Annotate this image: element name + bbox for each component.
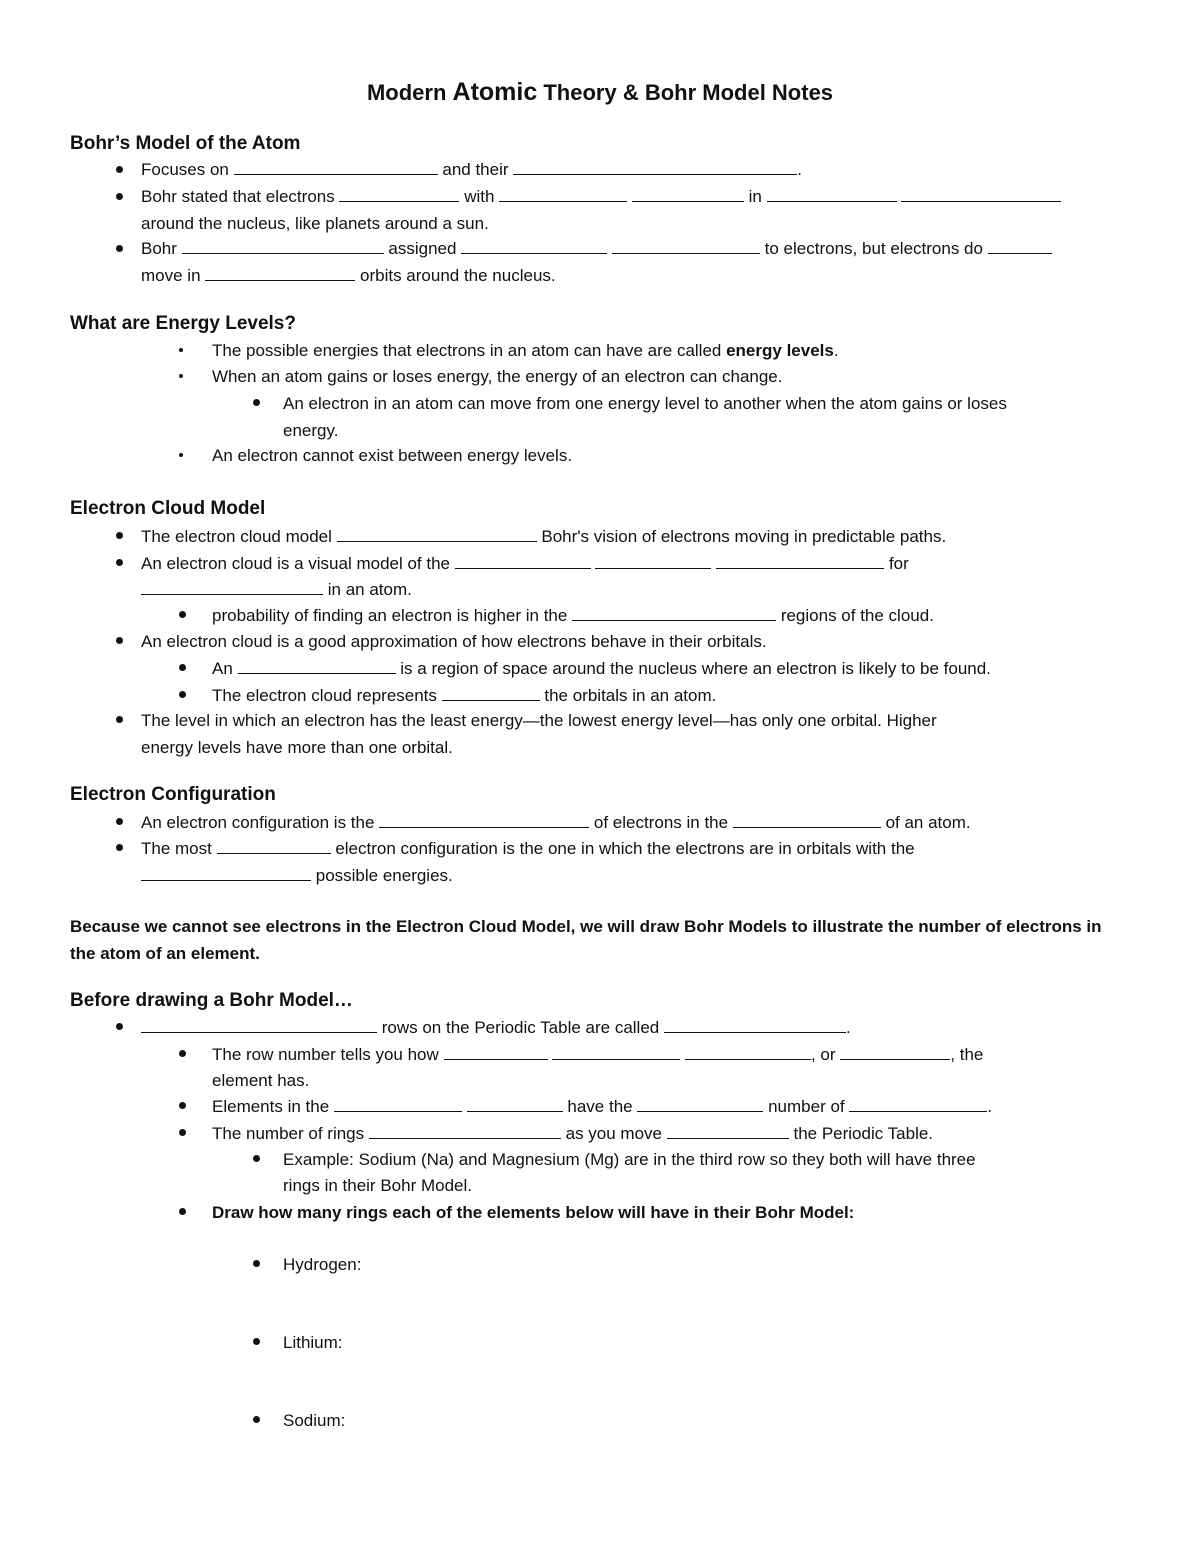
blank[interactable] xyxy=(217,837,331,854)
bullet xyxy=(179,453,183,457)
bohr-line-2-cont: around the nucleus, like planets around a sun. xyxy=(141,214,489,233)
text: The row number tells you how xyxy=(212,1045,439,1065)
energy-line-1 xyxy=(212,339,839,363)
blank[interactable] xyxy=(840,1043,950,1060)
text: the orbitals in an atom. xyxy=(544,686,717,706)
blank[interactable] xyxy=(334,1095,462,1112)
text: , or xyxy=(810,1045,836,1065)
config-line-2-cont xyxy=(141,864,453,888)
cloud-line-2-cont xyxy=(141,578,412,602)
element-sodium: Sodium: xyxy=(283,1411,346,1430)
bullet xyxy=(253,1155,260,1162)
before-line-2-cont: element has. xyxy=(212,1071,310,1090)
heading-before-drawing: Before drawing a Bohr Model… xyxy=(70,990,353,1011)
bohr-model-note: Because we cannot see electrons in the Electron Cloud Model, we will draw Bohr Models to illustrate the number of electrons in the atom of an element. xyxy=(70,917,1102,963)
text: electron configuration is the one in which the electrons are in orbitals with the xyxy=(335,839,915,859)
text: for xyxy=(888,554,909,574)
cloud-line-2 xyxy=(141,552,909,576)
text: The number of rings xyxy=(212,1124,365,1144)
config-line-2 xyxy=(141,837,915,861)
text: The possible energies that electrons in an atom can have are called xyxy=(212,341,727,360)
text: The electron cloud model xyxy=(141,527,332,547)
heading-bohr-model: Bohr’s Model of the Atom xyxy=(70,133,301,154)
cloud-line-3 xyxy=(212,604,934,628)
blank[interactable] xyxy=(849,1095,987,1112)
blank[interactable] xyxy=(238,657,396,674)
heading-electron-configuration: Electron Configuration xyxy=(70,784,276,805)
bullet xyxy=(253,399,260,406)
blank[interactable] xyxy=(499,185,627,202)
blank[interactable] xyxy=(685,1043,811,1060)
before-line-4 xyxy=(212,1122,933,1146)
text: Elements in the xyxy=(212,1097,330,1117)
text: and their xyxy=(442,160,509,180)
text: Focuses on xyxy=(141,160,229,180)
blank[interactable] xyxy=(513,158,797,175)
cloud-line-7-cont: energy levels have more than one orbital. xyxy=(141,738,453,757)
energy-line-3-cont: energy. xyxy=(283,421,339,440)
title-part-2: Atomic xyxy=(452,78,538,106)
blank[interactable] xyxy=(182,237,384,254)
bullet xyxy=(116,532,123,539)
cloud-line-4: An electron cloud is a good approximation of how electrons behave in their orbitals. xyxy=(141,632,767,651)
before-line-3 xyxy=(212,1095,992,1119)
bullet xyxy=(179,1129,186,1136)
text: Bohr xyxy=(141,239,177,259)
text: in an atom. xyxy=(327,580,412,600)
bullet xyxy=(179,348,183,352)
text: The most xyxy=(141,839,212,859)
bullet xyxy=(179,691,186,698)
text: An xyxy=(212,659,233,679)
blank[interactable] xyxy=(205,264,355,281)
blank[interactable] xyxy=(552,1043,680,1060)
blank[interactable] xyxy=(467,1095,563,1112)
bullet xyxy=(179,611,186,618)
text: . xyxy=(833,341,839,360)
blank[interactable] xyxy=(572,604,776,621)
blank[interactable] xyxy=(733,811,881,828)
bohr-line-3 xyxy=(141,237,1052,261)
text: Bohr stated that electrons xyxy=(141,187,335,207)
text: . xyxy=(797,160,802,180)
text: orbits around the nucleus. xyxy=(360,266,556,286)
bullet xyxy=(116,166,123,173)
cloud-line-7: The level in which an electron has the least energy—the lowest energy level—has only one orbital. Higher xyxy=(141,711,937,730)
text: as you move xyxy=(565,1124,662,1144)
energy-line-3: An electron in an atom can move from one energy level to another when the atom gains or loses xyxy=(283,394,1007,413)
before-line-2 xyxy=(212,1043,983,1067)
bohr-line-3-cont xyxy=(141,264,556,288)
bullet xyxy=(179,374,183,378)
text: of an atom. xyxy=(885,813,971,833)
blank[interactable] xyxy=(901,185,1061,202)
text: Bohr's vision of electrons moving in predictable paths. xyxy=(541,527,947,547)
blank[interactable] xyxy=(461,237,607,254)
bullet xyxy=(179,1102,186,1109)
text: have the xyxy=(567,1097,633,1117)
before-line-5-cont: rings in their Bohr Model. xyxy=(283,1176,472,1195)
text: of electrons in the xyxy=(593,813,729,833)
energy-line-4: An electron cannot exist between energy levels. xyxy=(212,446,573,465)
blank[interactable] xyxy=(664,1016,846,1033)
bullet xyxy=(116,1023,123,1030)
blank[interactable] xyxy=(141,864,311,881)
bullet xyxy=(116,245,123,252)
element-hydrogen: Hydrogen: xyxy=(283,1255,362,1274)
text: move in xyxy=(141,266,201,286)
text: . xyxy=(845,1018,851,1038)
title-part-3: Theory & Bohr Model Notes xyxy=(537,80,834,105)
bullet xyxy=(179,664,186,671)
heading-electron-cloud: Electron Cloud Model xyxy=(70,498,266,519)
blank[interactable] xyxy=(595,552,711,569)
blank[interactable] xyxy=(339,185,459,202)
text: . xyxy=(987,1097,993,1117)
before-line-6: Draw how many rings each of the elements below will have in their Bohr Model: xyxy=(212,1203,855,1222)
text: number of xyxy=(768,1097,845,1117)
element-lithium: Lithium: xyxy=(283,1333,343,1352)
blank[interactable] xyxy=(141,1016,377,1033)
cloud-line-6 xyxy=(212,684,716,708)
blank[interactable] xyxy=(369,1122,561,1139)
text: The electron cloud represents xyxy=(212,686,437,706)
blank[interactable] xyxy=(632,185,744,202)
text: An electron cloud is a visual model of the xyxy=(141,554,451,574)
bullet xyxy=(116,193,123,200)
before-line-1 xyxy=(141,1016,851,1040)
cloud-line-5 xyxy=(212,657,991,681)
bohr-line-2 xyxy=(141,185,1061,209)
blank[interactable] xyxy=(612,237,760,254)
blank[interactable] xyxy=(379,811,589,828)
bullet xyxy=(116,637,123,644)
bullet xyxy=(253,1338,260,1345)
term-energy-levels: energy levels xyxy=(726,341,834,360)
text: rows on the Periodic Table are called xyxy=(381,1018,660,1038)
text: the Periodic Table. xyxy=(793,1124,934,1144)
blank[interactable] xyxy=(988,237,1052,254)
blank[interactable] xyxy=(767,185,897,202)
text: with xyxy=(464,187,495,207)
text: probability of finding an electron is higher in the xyxy=(212,606,568,626)
before-line-5: Example: Sodium (Na) and Magnesium (Mg) are in the third row so they both will have three xyxy=(283,1150,976,1169)
blank[interactable] xyxy=(667,1122,789,1139)
text: possible energies. xyxy=(315,866,453,886)
bullet xyxy=(116,559,123,566)
bullet xyxy=(253,1416,260,1423)
blank[interactable] xyxy=(444,1043,548,1060)
heading-energy-levels: What are Energy Levels? xyxy=(70,313,296,334)
text: regions of the cloud. xyxy=(780,606,934,626)
text: An electron configuration is the xyxy=(141,813,375,833)
text: assigned xyxy=(388,239,457,259)
blank[interactable] xyxy=(455,552,591,569)
bullet xyxy=(116,818,123,825)
title-part-1: Modern xyxy=(366,80,453,105)
text: to electrons, but electrons do xyxy=(764,239,983,259)
text: , the xyxy=(950,1045,984,1065)
energy-line-2: When an atom gains or loses energy, the energy of an electron can change. xyxy=(212,367,783,386)
bullet xyxy=(179,1050,186,1057)
bullet xyxy=(116,716,123,723)
bohr-line-1 xyxy=(141,158,802,182)
blank[interactable] xyxy=(716,552,884,569)
bullet xyxy=(179,1208,186,1215)
cloud-line-1 xyxy=(141,525,946,549)
page-title xyxy=(0,78,1200,107)
bullet xyxy=(116,844,123,851)
text: in xyxy=(748,187,762,207)
blank[interactable] xyxy=(442,684,540,701)
bullet xyxy=(253,1260,260,1267)
config-line-1 xyxy=(141,811,971,835)
blank[interactable] xyxy=(337,525,537,542)
blank[interactable] xyxy=(141,578,323,595)
text: is a region of space around the nucleus where an electron is likely to be found. xyxy=(400,659,991,679)
blank[interactable] xyxy=(637,1095,763,1112)
blank[interactable] xyxy=(234,158,438,175)
